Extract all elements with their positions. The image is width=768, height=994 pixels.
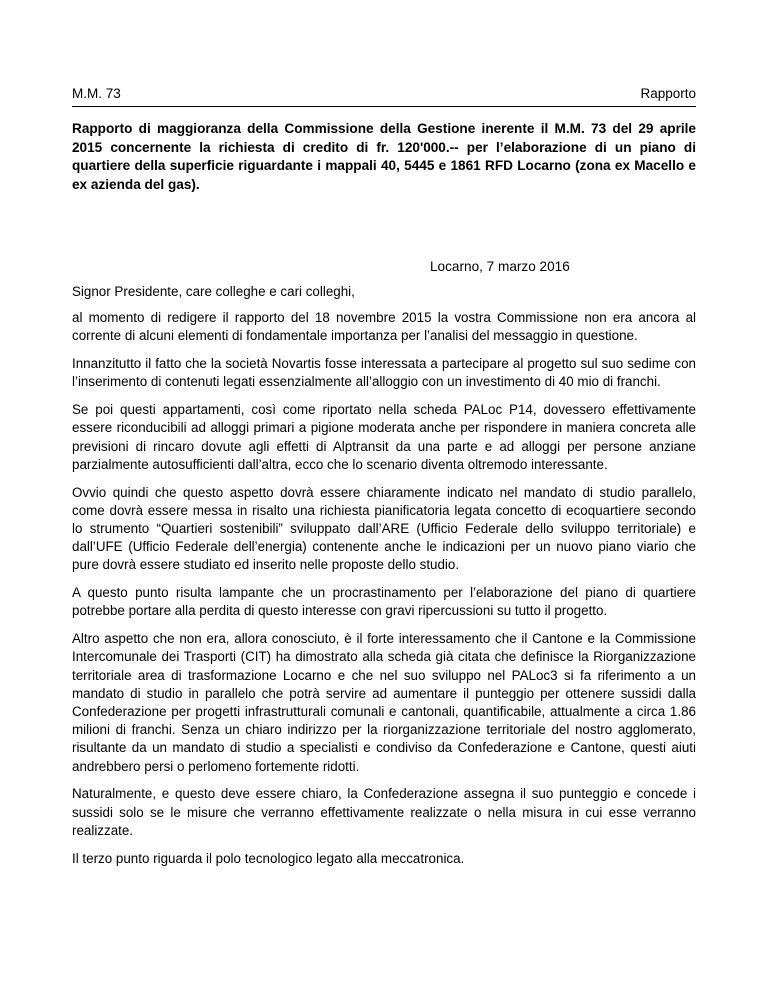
paragraph-5: A questo punto risulta lampante che un procrastinamento per l’elaborazione del piano di quartiere potrebbe portare alla perdita di questo interesse con gravi ripercussioni su tutto il progetto. bbox=[72, 585, 696, 619]
report-title: Rapporto di maggioranza della Commissione della Gestione inerente il M.M. 73 del 29 aprile 2015 concernente la richiesta di credito di fr. 120'000.-- per l’elaborazione di un piano di quartiere della superficie riguardante i mappali 40, 5445 e 1861 RFD Locarno (zona ex Macello e ex azienda del gas). bbox=[72, 121, 696, 192]
report-body bbox=[72, 283, 696, 877]
paragraph-1: al momento di redigere il rapporto del 18 novembre 2015 la vostra Commissione non era ancora al corrente di alcuni elementi di fondamentale importanza per l’analisi del messaggio in questione. bbox=[72, 310, 696, 344]
paragraph-7: Naturalmente, e questo deve essere chiaro, la Confederazione assegna il suo punteggio e concede i sussidi solo se le misure che verranno effettivamente realizzate o nella misura in cui esse verranno realizzate. bbox=[72, 786, 696, 838]
greeting: Signor Presidente, care colleghe e cari colleghi, bbox=[72, 284, 355, 299]
paragraph-8: Il terzo punto riguarda il polo tecnologico legato alla meccatronica. bbox=[72, 850, 465, 866]
header-reference: M.M. 73 bbox=[72, 86, 121, 101]
paragraph-2: Innanzitutto il fatto che la società Novartis fosse interessata a partecipare al progetto sul suo sedime con l’inserimento di contenuti legati essenzialmente all’alloggio con un investimento di 40 mio di franchi. bbox=[72, 356, 696, 390]
page-header bbox=[72, 84, 696, 107]
header-doc-type: Rapporto bbox=[640, 86, 696, 101]
place-date: Locarno, 7 marzo 2016 bbox=[430, 259, 570, 274]
paragraph-6: Altro aspetto che non era, allora conosciuto, è il forte interessamento che il Cantone e la Commissione Intercomunale dei Trasporti (CIT) ha dimostrato alla scheda già citata che definisce la Riorganizzazione territoriale area di trasformazione Locarno e che nel suo sviluppo nel PALoc3 si fa riferimento a un mandato di studio in parallelo che potrà servire ad aumentare il punteggio per ottenere sussidi dalla Confederazione per progetti infrastrutturali comunali e cantonali, quantificabile, attualmente a circa 1.86 milioni di franchi. Senza un chiaro indirizzo per la riorganizzazione territoriale del nostro agglomerato, risultante da un mandato di studio a specialisti e condiviso da Confederazione e Cantone, questi aiuti andrebbero persi o perlomeno fortemente ridotti. bbox=[72, 631, 696, 774]
paragraph-4: Ovvio quindi che questo aspetto dovrà essere chiaramente indicato nel mandato di studio parallelo, come dovrà essere messa in risalto una richiesta pianificatoria legata concetto di ecoquartiere secondo lo strumento “Quartieri sostenibili” sviluppato dall’ARE (Ufficio Federale dello sviluppo territoriale) e dall’UFE (Ufficio Federale dell’energia) contenente anche le indicazioni per un nuovo piano viario che pure dovrà essere studiato ed inserito nelle proposte dello studio. bbox=[72, 484, 696, 573]
paragraph-3: Se poi questi appartamenti, così come riportato nella scheda PALoc P14, dovessero effettivamente essere riconducibili ad alloggi primari a pigione moderata anche per rispondere in maniera concreta alle previsioni di rincaro dovute agli effetti di Alptransit da una parte e ad alloggi per persone anziane parzialmente autosufficienti dall’altra, ecco che lo scenario diventa oltremodo interessante. bbox=[72, 402, 696, 472]
